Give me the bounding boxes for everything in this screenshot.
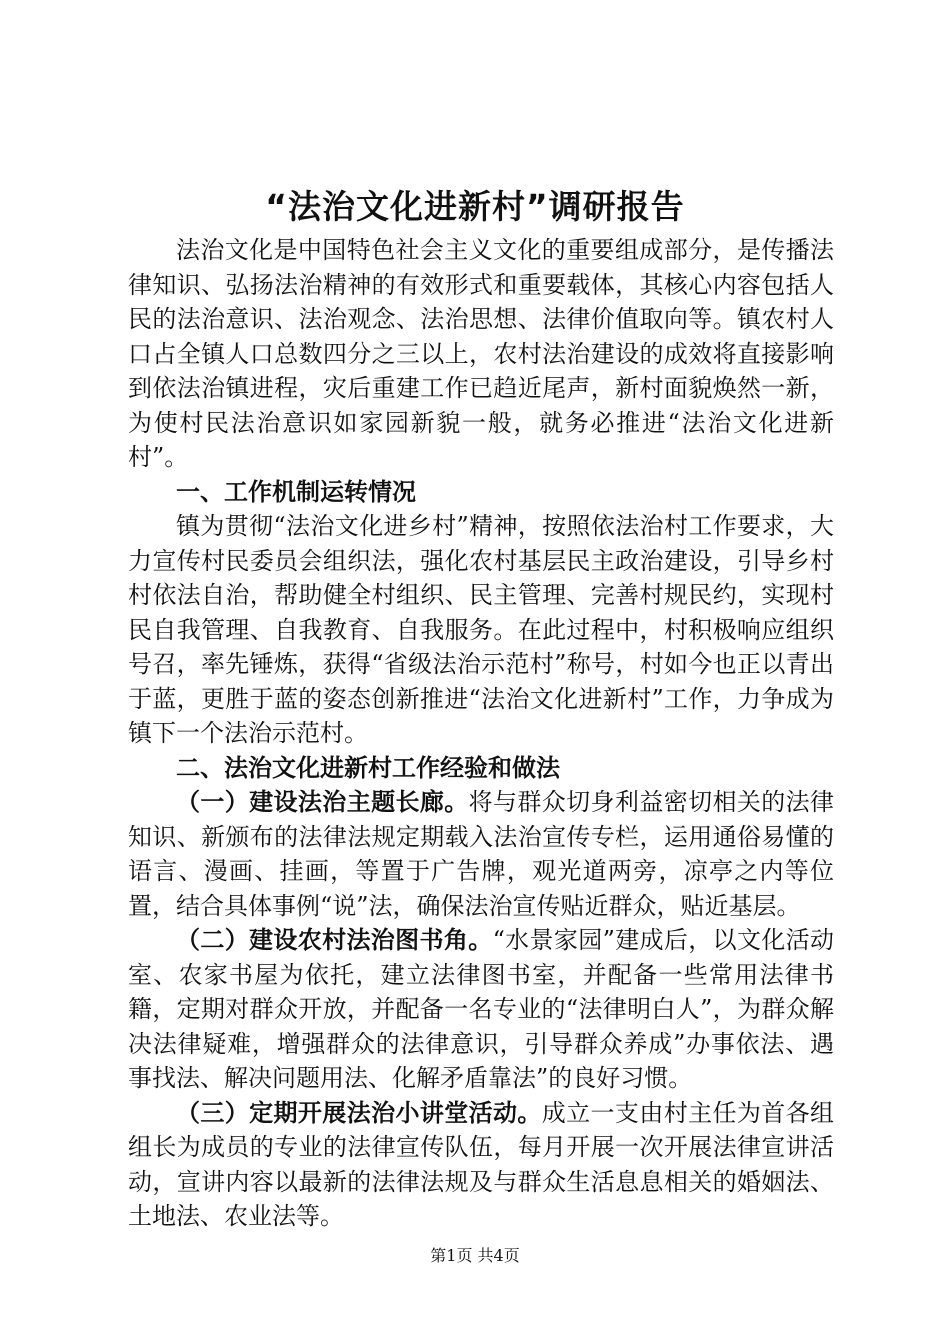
section-heading-2: 二、法治文化进新村工作经验和做法 [176, 753, 560, 782]
paragraph-library-corner-text: “水景家园”建成后，以文化活动室、农家书屋为依托，建立法律图书室，并配备一些常用法律书籍，定期对群众开放，并配备一名专业的“法律明白人”，为群众解决法律疑难，增强群众的法律意识，引导群众养成”办事依法、遇事找法、解决问题用法、化解矛盾靠法”的良好习惯。 [128, 926, 835, 1092]
paragraph-lecture-activity [128, 1096, 834, 1234]
page-number-footer: 第1页 共4页 [430, 1246, 520, 1265]
subheading-theme-corridor: （一）建设法治主题长廊。 [176, 788, 469, 816]
paragraph-theme-corridor [128, 785, 834, 923]
subheading-library-corner: （二）建设农村法治图书角。 [176, 926, 493, 954]
document-title: “法治文化进新村”调研报告 [265, 187, 685, 226]
paragraph-intro: 法治文化是中国特色社会主义文化的重要组成部分，是传播法律知识、弘扬法治精神的有效形式和重要载体，其核心内容包括人民的法治意识、法治观念、法治思想、法律价值取向等。镇农村人口占全镇人口总数四分之三以上，农村法治建设的成效将直接影响到依法治镇进程，灾后重建工作已趋近尾声，新村面貌焕然一新，为使村民法治意识如家园新貌一般，就务必推进“法治文化进新村”。 [128, 236, 834, 471]
paragraph-work-mechanism: 镇为贯彻“法治文化进乡村”精神，按照依法治村工作要求，大力宣传村民委员会组织法，强化农村基层民主政治建设，引导乡村村依法自治，帮助健全村组织、民主管理、完善村规民约，实现村民自我管理、自我教育、自我服务。在此过程中，村积极响应组织号召，率先锤炼，获得“省级法治示范村”称号，村如今也正以青出于蓝，更胜于蓝的姿态创新推进“法治文化进新村”工作，力争成为镇下一个法治示范村。 [128, 512, 834, 747]
subheading-lecture-activity: （三）定期开展法治小讲堂活动。 [176, 1098, 542, 1127]
paragraph-theme-corridor-text: 将与群众切身利益密切相关的法律知识、新颁布的法律法规定期载入法治宣传专栏，运用通俗易懂的语言、漫画、挂画，等置于广告牌，观光道两旁，凉亭之内等位置，结合具体事例“说”法，确保法治宣传贴近群众，贴近基层。 [128, 788, 835, 920]
section-heading-1: 一、工作机制运转情况 [176, 477, 416, 506]
paragraph-lecture-activity-text: 成立一支由村主任为首各组组长为成员的专业的法律宣传队伍，每月开展一次开展法律宣讲活动，宣讲内容以最新的法律法规及与群众生活息息相关的婚姻法、土地法、农业法等。 [128, 1098, 835, 1230]
document-body [128, 233, 834, 1234]
paragraph-library-corner [128, 923, 834, 1096]
